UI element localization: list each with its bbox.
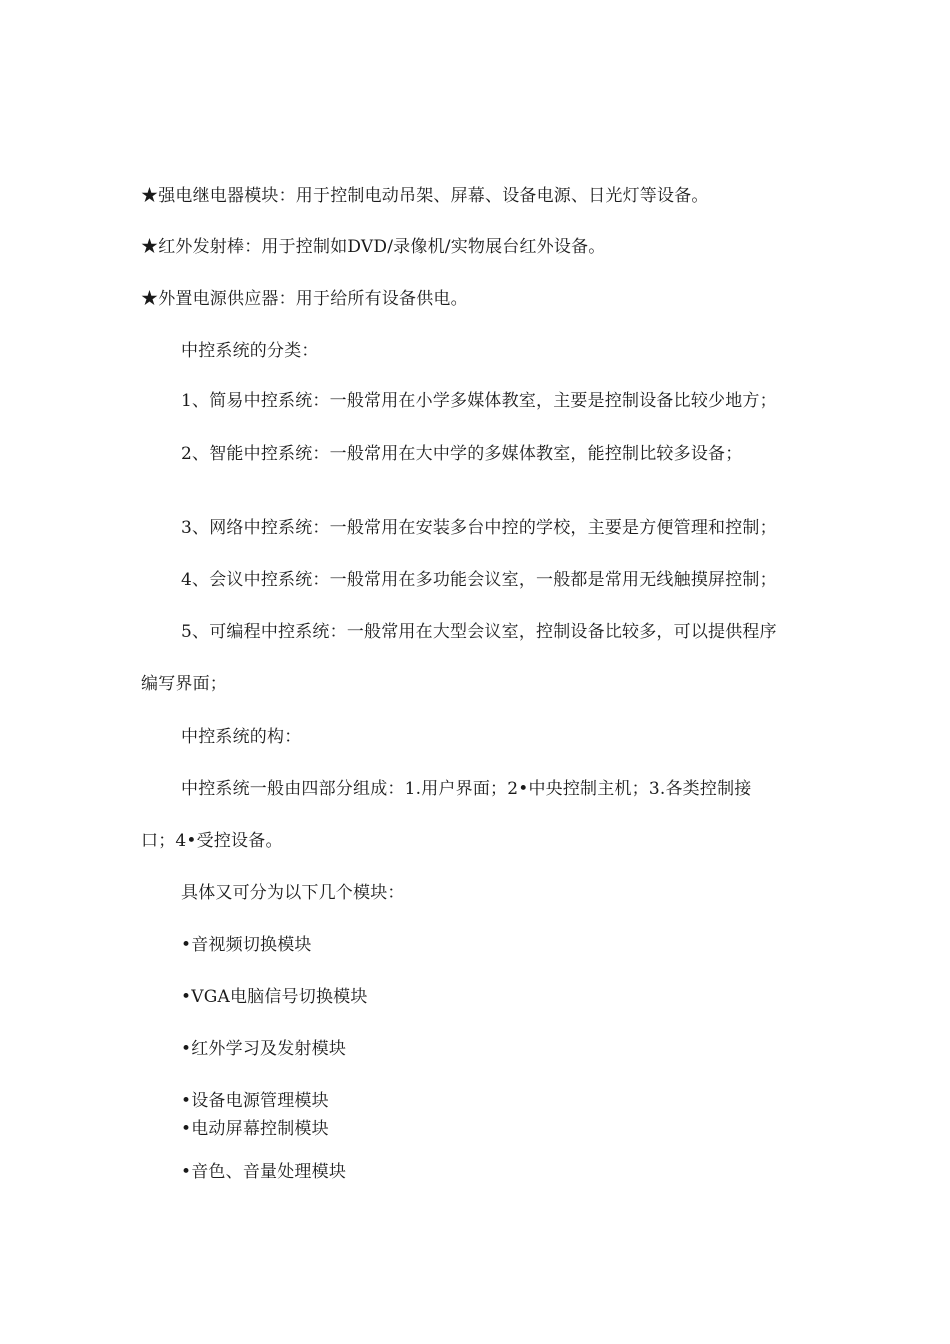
heading-classification: 中控系统的分类：	[181, 341, 319, 361]
paragraph-modules-intro: 具体又可分为以下几个模块：	[181, 883, 405, 903]
list-item-programmable: 5、可编程中控系统：一般常用在大型会议室，控制设备比较多，可以提供程序	[181, 622, 777, 642]
bullet-audio-processing: •音色、音量处理模块	[181, 1162, 347, 1182]
heading-structure: 中控系统的构：	[181, 727, 302, 747]
bullet-av-switch: •音视频切换模块	[181, 935, 312, 955]
line-power-supply: ★外置电源供应器：用于给所有设备供电。	[141, 289, 468, 309]
paragraph-composition: 中控系统一般由四部分组成：1.用户界面；2•中央控制主机；3.各类控制接	[181, 779, 752, 799]
bullet-vga-switch: •VGA电脑信号切换模块	[181, 987, 368, 1007]
bullet-power-management: •设备电源管理模块	[181, 1091, 329, 1111]
list-item-programmable-cont: 编写界面；	[141, 674, 227, 694]
paragraph-composition-cont: 口；4•受控设备。	[141, 831, 283, 851]
list-item-conference: 4、会议中控系统：一般常用在多功能会议室，一般都是常用无线触摸屏控制；	[181, 570, 777, 590]
line-ir-emitter: ★红外发射棒：用于控制如DVD/录像机/实物展台红外设备。	[141, 237, 606, 257]
bullet-screen-control: •电动屏幕控制模块	[181, 1119, 329, 1139]
list-item-simple: 1、简易中控系统：一般常用在小学多媒体教室，主要是控制设备比较少地方；	[181, 391, 777, 411]
bullet-ir-learning: •红外学习及发射模块	[181, 1039, 347, 1059]
list-item-network: 3、网络中控系统：一般常用在安装多台中控的学校，主要是方便管理和控制；	[181, 518, 777, 538]
line-relay-module: ★强电继电器模块：用于控制电动吊架、屏幕、设备电源、日光灯等设备。	[141, 186, 709, 206]
list-item-smart: 2、智能中控系统：一般常用在大中学的多媒体教室，能控制比较多设备；	[181, 444, 743, 464]
